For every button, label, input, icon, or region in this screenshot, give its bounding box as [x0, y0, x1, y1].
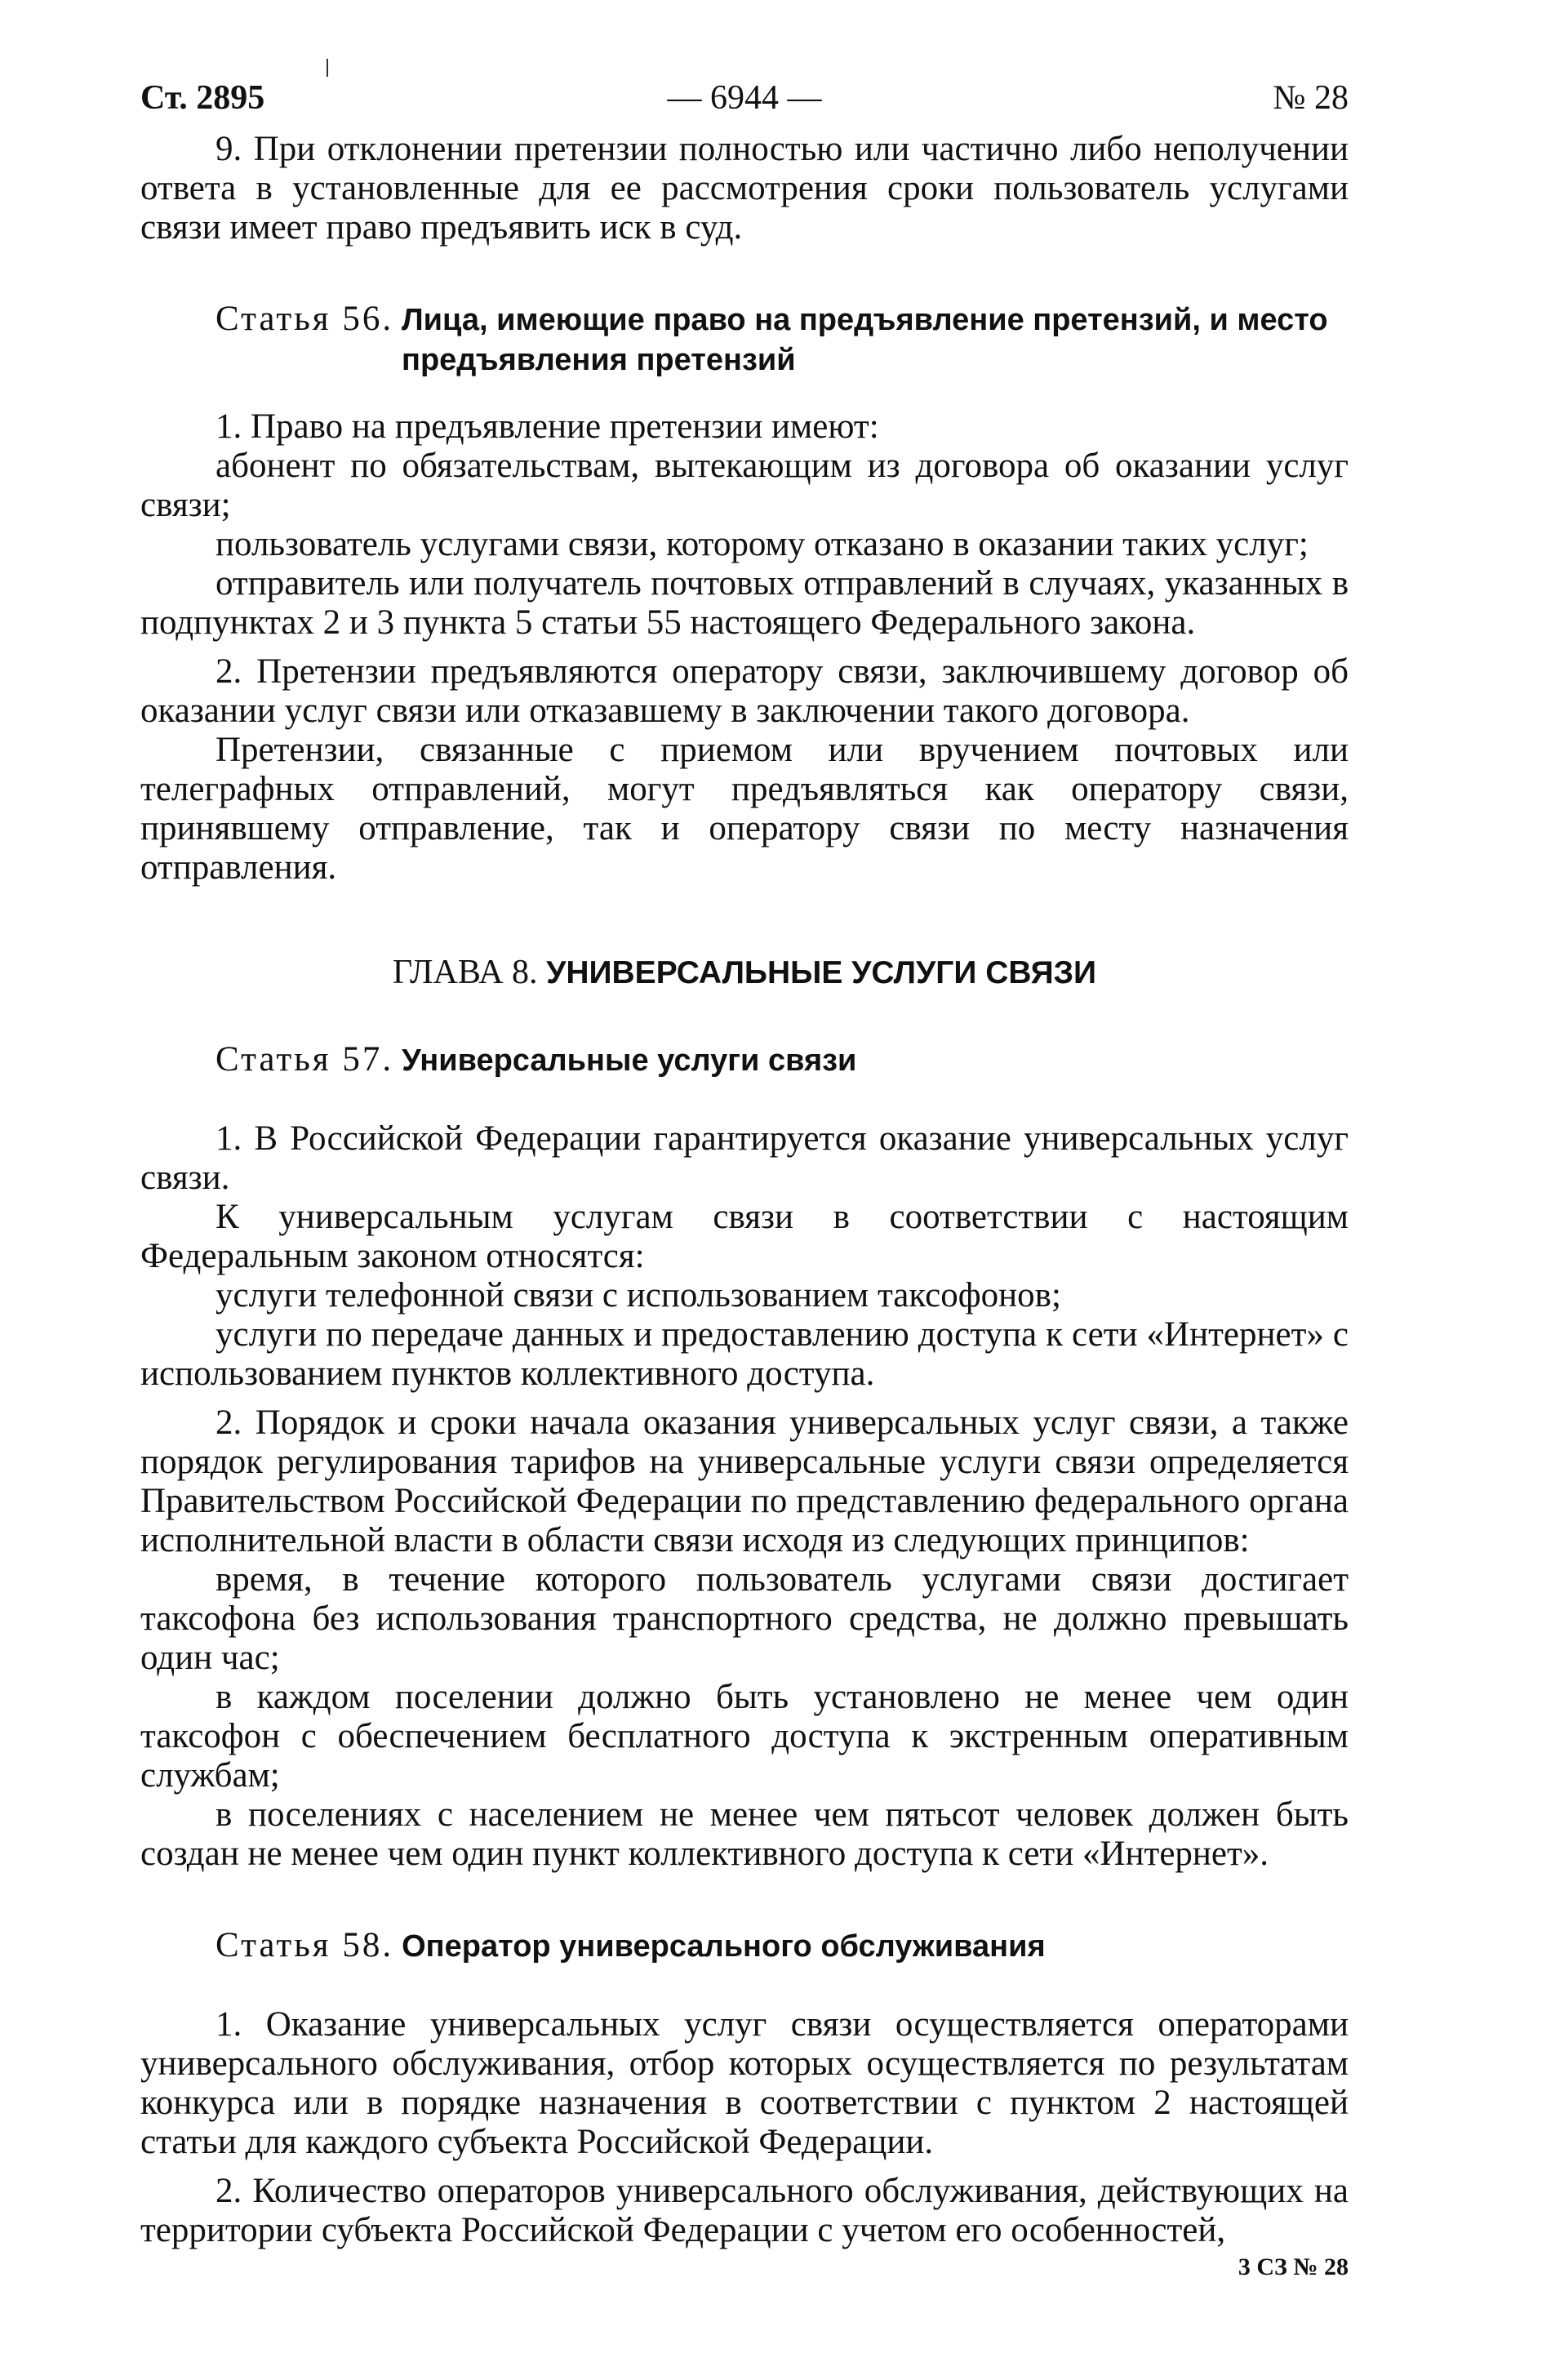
issue-number: № 28 [1273, 79, 1349, 117]
paragraph: 9. При отклонении претензии полностью или частично либо неполучении ответа в установленные для ее рассмотрения сроки пользователь услугами связи имеет право предъявить иск в суд. [140, 130, 1349, 247]
paragraph: отправитель или получатель почтовых отправлений в случаях, указанных в подпунктах 2 и 3 пункта 5 статьи 55 настоящего Федерального закона. [140, 564, 1349, 642]
page-ref: Ст. 2895 [140, 79, 265, 117]
paragraph: 1. Право на предъявление претензии имеют: [216, 407, 879, 446]
article-label: Статья 57. [216, 1040, 394, 1079]
paragraph: Претензии, связанные с приемом или вручением почтовых или телеграфных отправлений, могут предъявляться как оператору связи, принявшему отправление, так и оператору связи по месту назначения отправления. [140, 731, 1349, 887]
article-title: Универсальные услуги связи [402, 1043, 857, 1078]
article-56-heading [140, 300, 1349, 380]
page-header [140, 69, 1349, 127]
paragraph: 2. Порядок и сроки начала оказания универсальных услуг связи, а также порядок регулирования тарифов на универсальные услуги связи определяется Правительством Российской Федерации по представлению федерального органа исполнительной власти в области связи исходя из следующих принципов: [140, 1404, 1349, 1559]
document-page [140, 69, 1349, 2283]
chapter-heading [140, 953, 1349, 993]
chapter-prefix: ГЛАВА 8. [392, 954, 538, 991]
article-58-heading [140, 1926, 1349, 1966]
paragraph: абонент по обязательствам, вытекающим из договора об оказании услуг связи; [140, 447, 1349, 524]
paragraph: 1. В Российской Федерации гарантируется оказание универсальных услуг связи. [140, 1119, 1349, 1197]
paragraph: 1. Оказание универсальных услуг связи осуществляется операторами универсального обслуживания, отбор которых осуществляется по результатам конкурса или в порядке назначения в соответствии с пунктом 2 настоящей статьи для каждого субъекта Российской Федерации. [140, 2005, 1349, 2161]
paragraph: в поселениях с населением не менее чем пятьсот человек должен быть создан не менее чем один пункт коллективного доступа к сети «Интернет». [140, 1795, 1349, 1873]
chapter-title: УНИВЕРСАЛЬНЫЕ УСЛУГИ СВЯЗИ [546, 955, 1097, 990]
article-label: Статья 58. [216, 1926, 394, 1964]
paragraph: пользователь услугами связи, которому отказано в оказании таких услуг; [216, 525, 1309, 563]
paragraph: 2. Претензии предъявляются оператору связи, заключившему договор об оказании услуг связи или отказавшему в заключении такого договора. [140, 652, 1349, 730]
paragraph: услуги по передаче данных и предоставлению доступа к сети «Интернет» с использованием пунктов коллективного доступа. [140, 1315, 1349, 1393]
paragraph: К универсальным услугам связи в соответствии с настоящим Федеральным законом относятся: [140, 1198, 1349, 1275]
paragraph: в каждом поселении должно быть установлено не менее чем один таксофон с обеспечением бесплатного доступа к экстренным оперативным службам; [140, 1678, 1349, 1795]
paragraph: 2. Количество операторов универсального обслуживания, действующих на территории субъекта Российской Федерации с учетом его особенностей, [140, 2172, 1349, 2249]
paragraph: время, в течение которого пользователь услугами связи достигает таксофона без использования транспортного средства, не должно превышать один час; [140, 1560, 1349, 1677]
signature-mark: 3 СЗ № 28 [1238, 2253, 1349, 2280]
article-label: Статья 56. [216, 300, 394, 338]
page-number: — 6944 — [667, 79, 822, 117]
article-57-heading [140, 1040, 1349, 1080]
paragraph: услуги телефонной связи с использованием таксофонов; [216, 1276, 1061, 1315]
article-title: Лица, имеющие право на предъявление претензий, и место предъявления претензий [402, 303, 1328, 377]
article-title: Оператор универсального обслуживания [402, 1929, 1046, 1964]
